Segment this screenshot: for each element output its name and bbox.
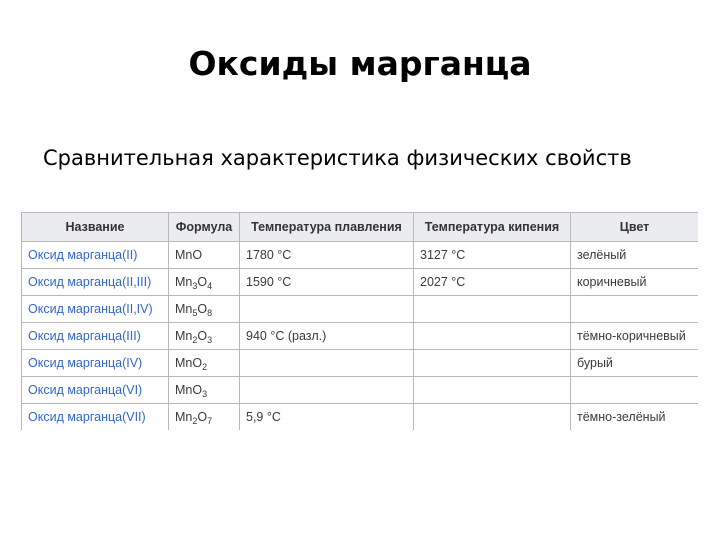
table-row [22, 269, 699, 296]
formula-subscript: 4 [207, 281, 213, 291]
header-formula[interactable]: Формула [169, 213, 240, 242]
slide-subtitle: Сравнительная характеристика физических свойств [43, 146, 632, 170]
header-melting-point[interactable]: Температура плавления [240, 213, 414, 242]
formula-element: Mn [175, 410, 193, 424]
color-cell: тёмно-коричневый [571, 323, 699, 350]
table-row [22, 350, 699, 377]
oxide-name-link[interactable]: Оксид марганца(IV) [22, 350, 169, 377]
oxide-name-link[interactable]: Оксид марганца(VI) [22, 377, 169, 404]
formula-element: Mn [175, 248, 193, 262]
oxides-table-container [21, 212, 698, 431]
boiling-point-cell [414, 296, 571, 323]
oxide-name-link[interactable]: Оксид марганца(III) [22, 323, 169, 350]
header-boiling-point[interactable]: Температура кипения [414, 213, 571, 242]
table-row [22, 404, 699, 431]
header-color[interactable]: Цвет [571, 213, 699, 242]
formula-subscript: 8 [207, 308, 213, 318]
melting-point-cell: 1780 °C [240, 242, 414, 269]
boiling-point-cell [414, 377, 571, 404]
formula-subscript: 2 [192, 335, 198, 345]
melting-point-cell [240, 377, 414, 404]
boiling-point-cell [414, 323, 571, 350]
color-cell: зелёный [571, 242, 699, 269]
formula-subscript: 7 [207, 416, 213, 426]
melting-point-cell [240, 350, 414, 377]
boiling-point-cell: 2027 °C [414, 269, 571, 296]
formula-subscript: 2 [192, 416, 198, 426]
color-cell: тёмно-зелёный [571, 404, 699, 431]
formula-element: MnO [175, 356, 203, 370]
oxide-name-link[interactable]: Оксид марганца(VII) [22, 404, 169, 431]
formula-subscript: 2 [202, 362, 208, 372]
boiling-point-cell [414, 350, 571, 377]
color-cell [571, 296, 699, 323]
oxide-name-link[interactable]: Оксид марганца(II) [22, 242, 169, 269]
boiling-point-cell [414, 404, 571, 431]
formula-subscript: 3 [207, 335, 213, 345]
table-header-row [22, 213, 699, 242]
formula-element: O [197, 302, 208, 316]
formula-subscript: 5 [192, 308, 198, 318]
formula-element: O [197, 275, 208, 289]
oxides-table [21, 212, 698, 430]
formula-cell [169, 323, 240, 350]
melting-point-cell: 5,9 °C [240, 404, 414, 431]
melting-point-cell: 1590 °C [240, 269, 414, 296]
melting-point-cell: 940 °C (разл.) [240, 323, 414, 350]
formula-cell [169, 350, 240, 377]
formula-element: O [192, 248, 203, 262]
boiling-point-cell: 3127 °C [414, 242, 571, 269]
formula-element: O [197, 329, 208, 343]
formula-element: O [197, 410, 208, 424]
color-cell [571, 377, 699, 404]
formula-element: MnO [175, 383, 203, 397]
formula-cell [169, 404, 240, 431]
table-body [22, 242, 699, 431]
melting-point-cell [240, 296, 414, 323]
color-cell: коричневый [571, 269, 699, 296]
formula-cell [169, 296, 240, 323]
color-cell: бурый [571, 350, 699, 377]
formula-cell [169, 242, 240, 269]
header-name[interactable]: Название [22, 213, 169, 242]
formula-subscript: 3 [202, 389, 208, 399]
formula-cell [169, 377, 240, 404]
oxide-name-link[interactable]: Оксид марганца(II,IV) [22, 296, 169, 323]
table-row [22, 296, 699, 323]
table-row [22, 242, 699, 269]
formula-cell [169, 269, 240, 296]
table-row [22, 377, 699, 404]
formula-element: Mn [175, 329, 193, 343]
oxide-name-link[interactable]: Оксид марганца(II,III) [22, 269, 169, 296]
table-row [22, 323, 699, 350]
slide-title: Оксиды марганца [188, 44, 532, 83]
formula-subscript: 3 [192, 281, 198, 291]
formula-element: Mn [175, 275, 193, 289]
formula-element: Mn [175, 302, 193, 316]
